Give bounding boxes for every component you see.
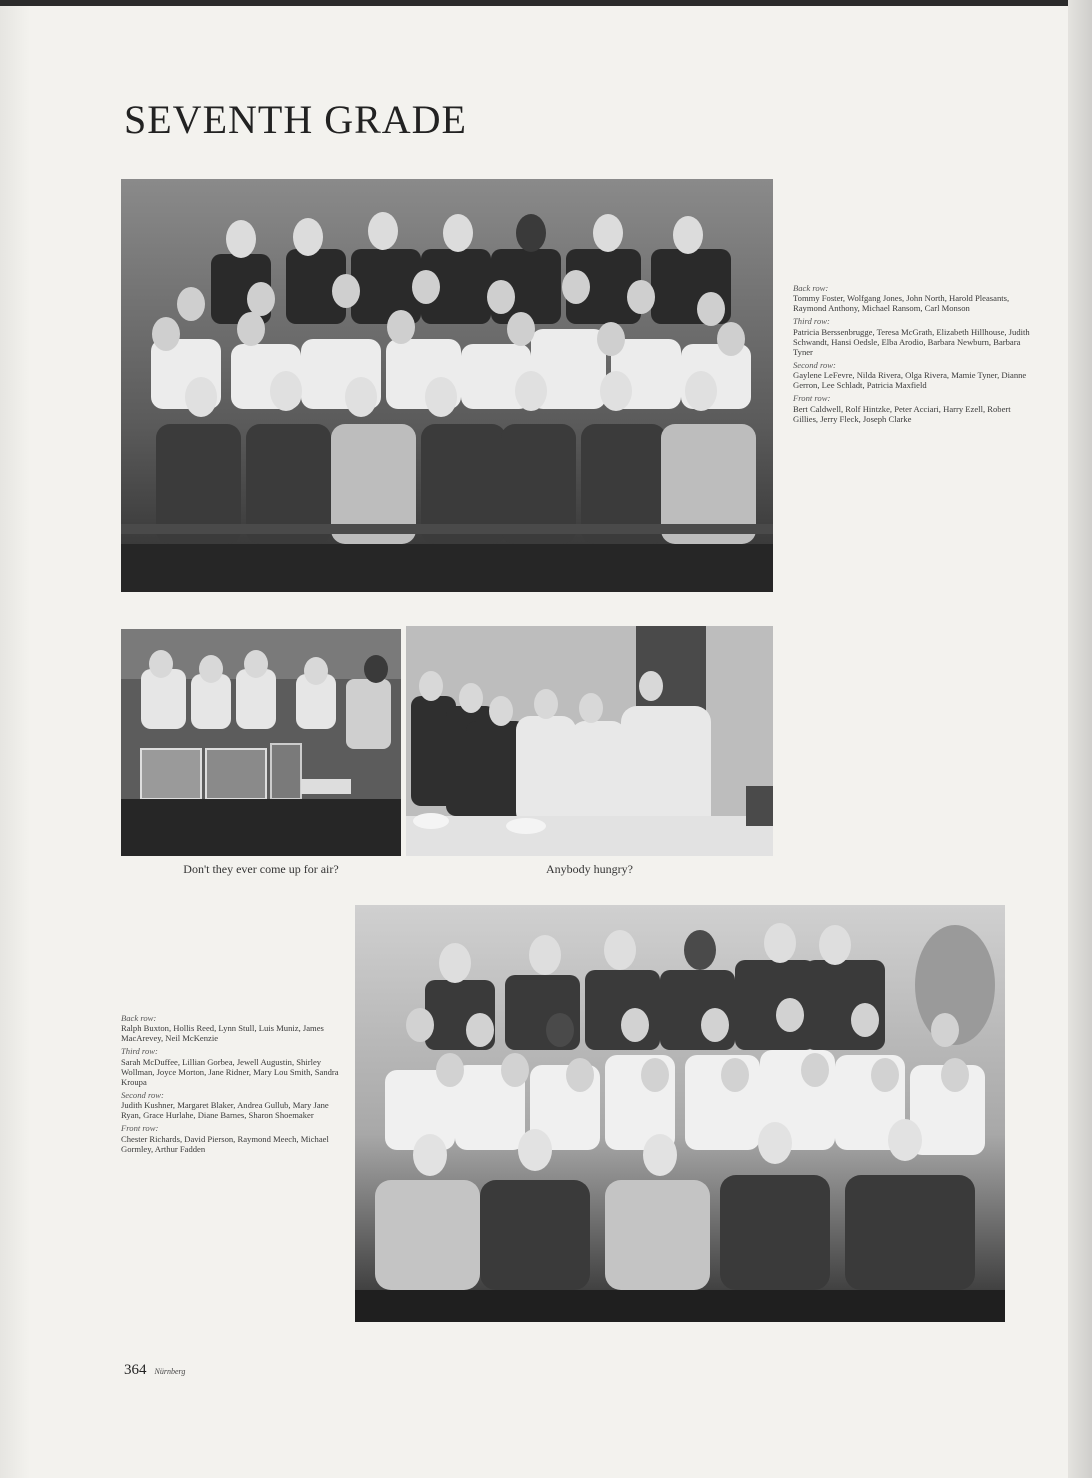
party-photo	[406, 626, 773, 856]
bottom-group-photo	[355, 905, 1005, 1322]
roster-row-label: Back row:	[793, 283, 829, 293]
roster-row-names: Tommy Foster, Wolfgang Jones, John North, Harold Pleasants, Raymond Anthony, Michael Ransom, Carl Monson	[793, 293, 1010, 314]
roster-row-names: Bert Caldwell, Rolf Hintzke, Peter Acciari, Harry Ezell, Robert Gillies, Jerry Fleck, Joseph Clarke	[793, 403, 1011, 424]
roster-row-names: Chester Richards, David Pierson, Raymond Meech, Michael Gormley, Arthur Fadden	[121, 1133, 329, 1154]
bottom-roster	[121, 1010, 346, 1157]
roster-row-label: Front row:	[121, 1123, 159, 1134]
page-gutter-shade	[0, 0, 30, 1478]
aquarium-photo	[121, 629, 401, 856]
group-photo-icon	[121, 179, 773, 592]
page-folio	[124, 1362, 185, 1379]
roster-row-names: Patricia Berssenbrugge, Teresa McGrath, Elizabeth Hillhouse, Judith Schwandt, Hansi Oedsle, Elba Arodio, Barbara Newburn, Barbara Tyner	[793, 326, 1030, 357]
roster-row-label: Second row:	[121, 1089, 164, 1100]
party-photo-icon	[406, 626, 773, 856]
page-number: 364	[124, 1362, 147, 1378]
group-photo-icon	[355, 905, 1005, 1322]
roster-row-label: Front row:	[793, 393, 831, 404]
roster-row-label: Third row:	[121, 1046, 158, 1057]
party-caption: Anybody hungry?	[546, 862, 633, 876]
scan-top-edge	[0, 0, 1092, 6]
publication-name: Nürnberg	[154, 1367, 186, 1376]
roster-row-label: Back row:	[121, 1013, 157, 1023]
top-roster	[793, 280, 1033, 427]
aquarium-photo-icon	[121, 629, 401, 856]
roster-row-label: Second row:	[793, 359, 836, 370]
page-title: SEVENTH GRADE	[124, 97, 467, 142]
roster-row-label: Third row:	[793, 316, 830, 327]
scan-right-edge	[1068, 0, 1092, 1478]
aquarium-caption: Don't they ever come up for air?	[183, 862, 339, 876]
top-group-photo	[121, 179, 773, 592]
roster-row-names: Gaylene LeFevre, Nilda Rivera, Olga Rivera, Mamie Tyner, Dianne Gerron, Lee Schladt, Patricia Maxfield	[793, 370, 1027, 391]
roster-row-names: Ralph Buxton, Hollis Reed, Lynn Stull, Luis Muniz, James MacArevey, Neil McKenzie	[121, 1023, 324, 1044]
roster-row-names: Judith Kushner, Margaret Blaker, Andrea Gullub, Mary Jane Ryan, Grace Hurlahe, Diane Barnes, Sharon Shoemaker	[121, 1100, 329, 1121]
roster-row-names: Sarah McDuffee, Lillian Gorbea, Jewell Augustin, Shirley Wollman, Joyce Morton, Jane Ridner, Mary Lou Smith, Sandra Kroupa	[121, 1056, 339, 1087]
